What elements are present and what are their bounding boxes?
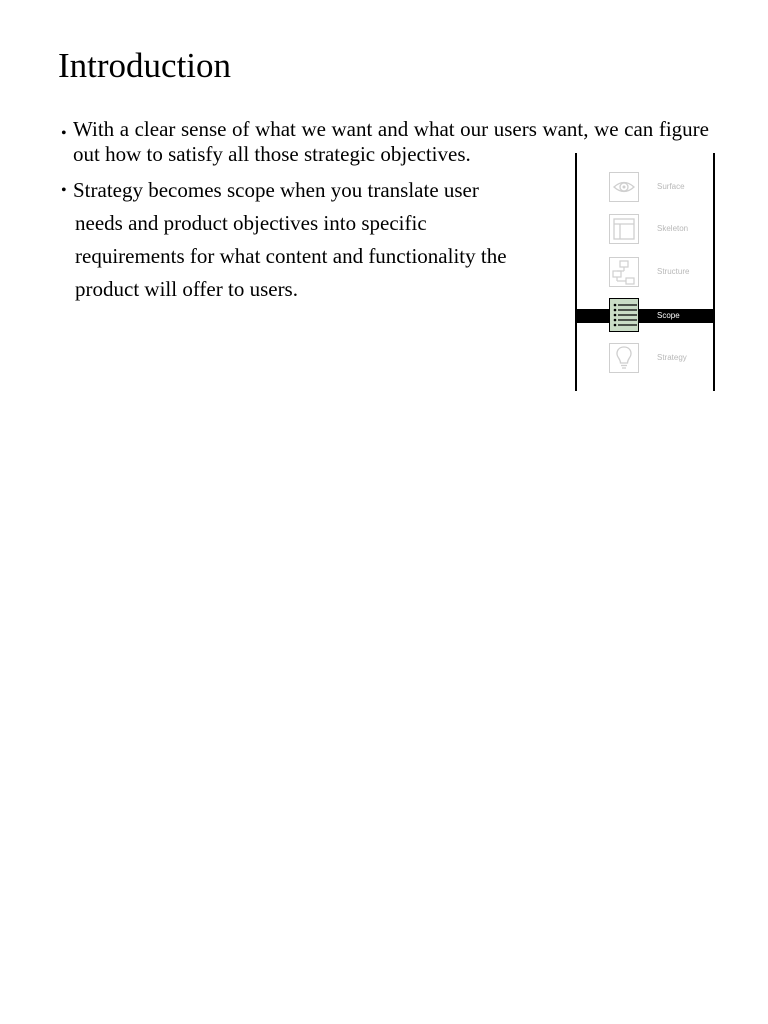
- layer-label: Skeleton: [657, 224, 689, 233]
- five-planes-diagram: [575, 153, 716, 391]
- list-icon: [609, 298, 639, 332]
- bullet-dot: •: [61, 182, 67, 199]
- layer-surface: [577, 171, 713, 207]
- bullet-line: requirements for what content and functionality the: [75, 244, 507, 268]
- lightbulb-icon: [609, 343, 639, 373]
- bullet-line: product will offer to users.: [75, 277, 298, 301]
- layer-label: Strategy: [657, 353, 687, 362]
- layer-label: Scope: [657, 311, 680, 320]
- bullet-text: [73, 174, 543, 306]
- layer-label: Surface: [657, 182, 685, 191]
- bullet-text: With a clear sense of what we want and what our users want, we can figure out how to satisfy all those strategic objectives.: [73, 117, 709, 166]
- layer-strategy: [577, 342, 713, 378]
- layer-label: Structure: [657, 267, 690, 276]
- layer-skeleton: [577, 213, 713, 249]
- layer-structure: [577, 256, 713, 292]
- hierarchy-icon: [609, 257, 639, 287]
- diagram-rail-right: [713, 153, 715, 391]
- bullet-line: Strategy becomes scope when you translate user: [73, 178, 479, 202]
- bullet-line: needs and product objectives into specific: [75, 211, 427, 235]
- slide-title: Introduction: [58, 46, 232, 85]
- active-layer-band: [577, 309, 713, 323]
- eye-icon: [609, 172, 639, 202]
- layer-scope: [577, 301, 713, 337]
- bullet-dot: •: [61, 125, 67, 142]
- wireframe-icon: [609, 214, 639, 244]
